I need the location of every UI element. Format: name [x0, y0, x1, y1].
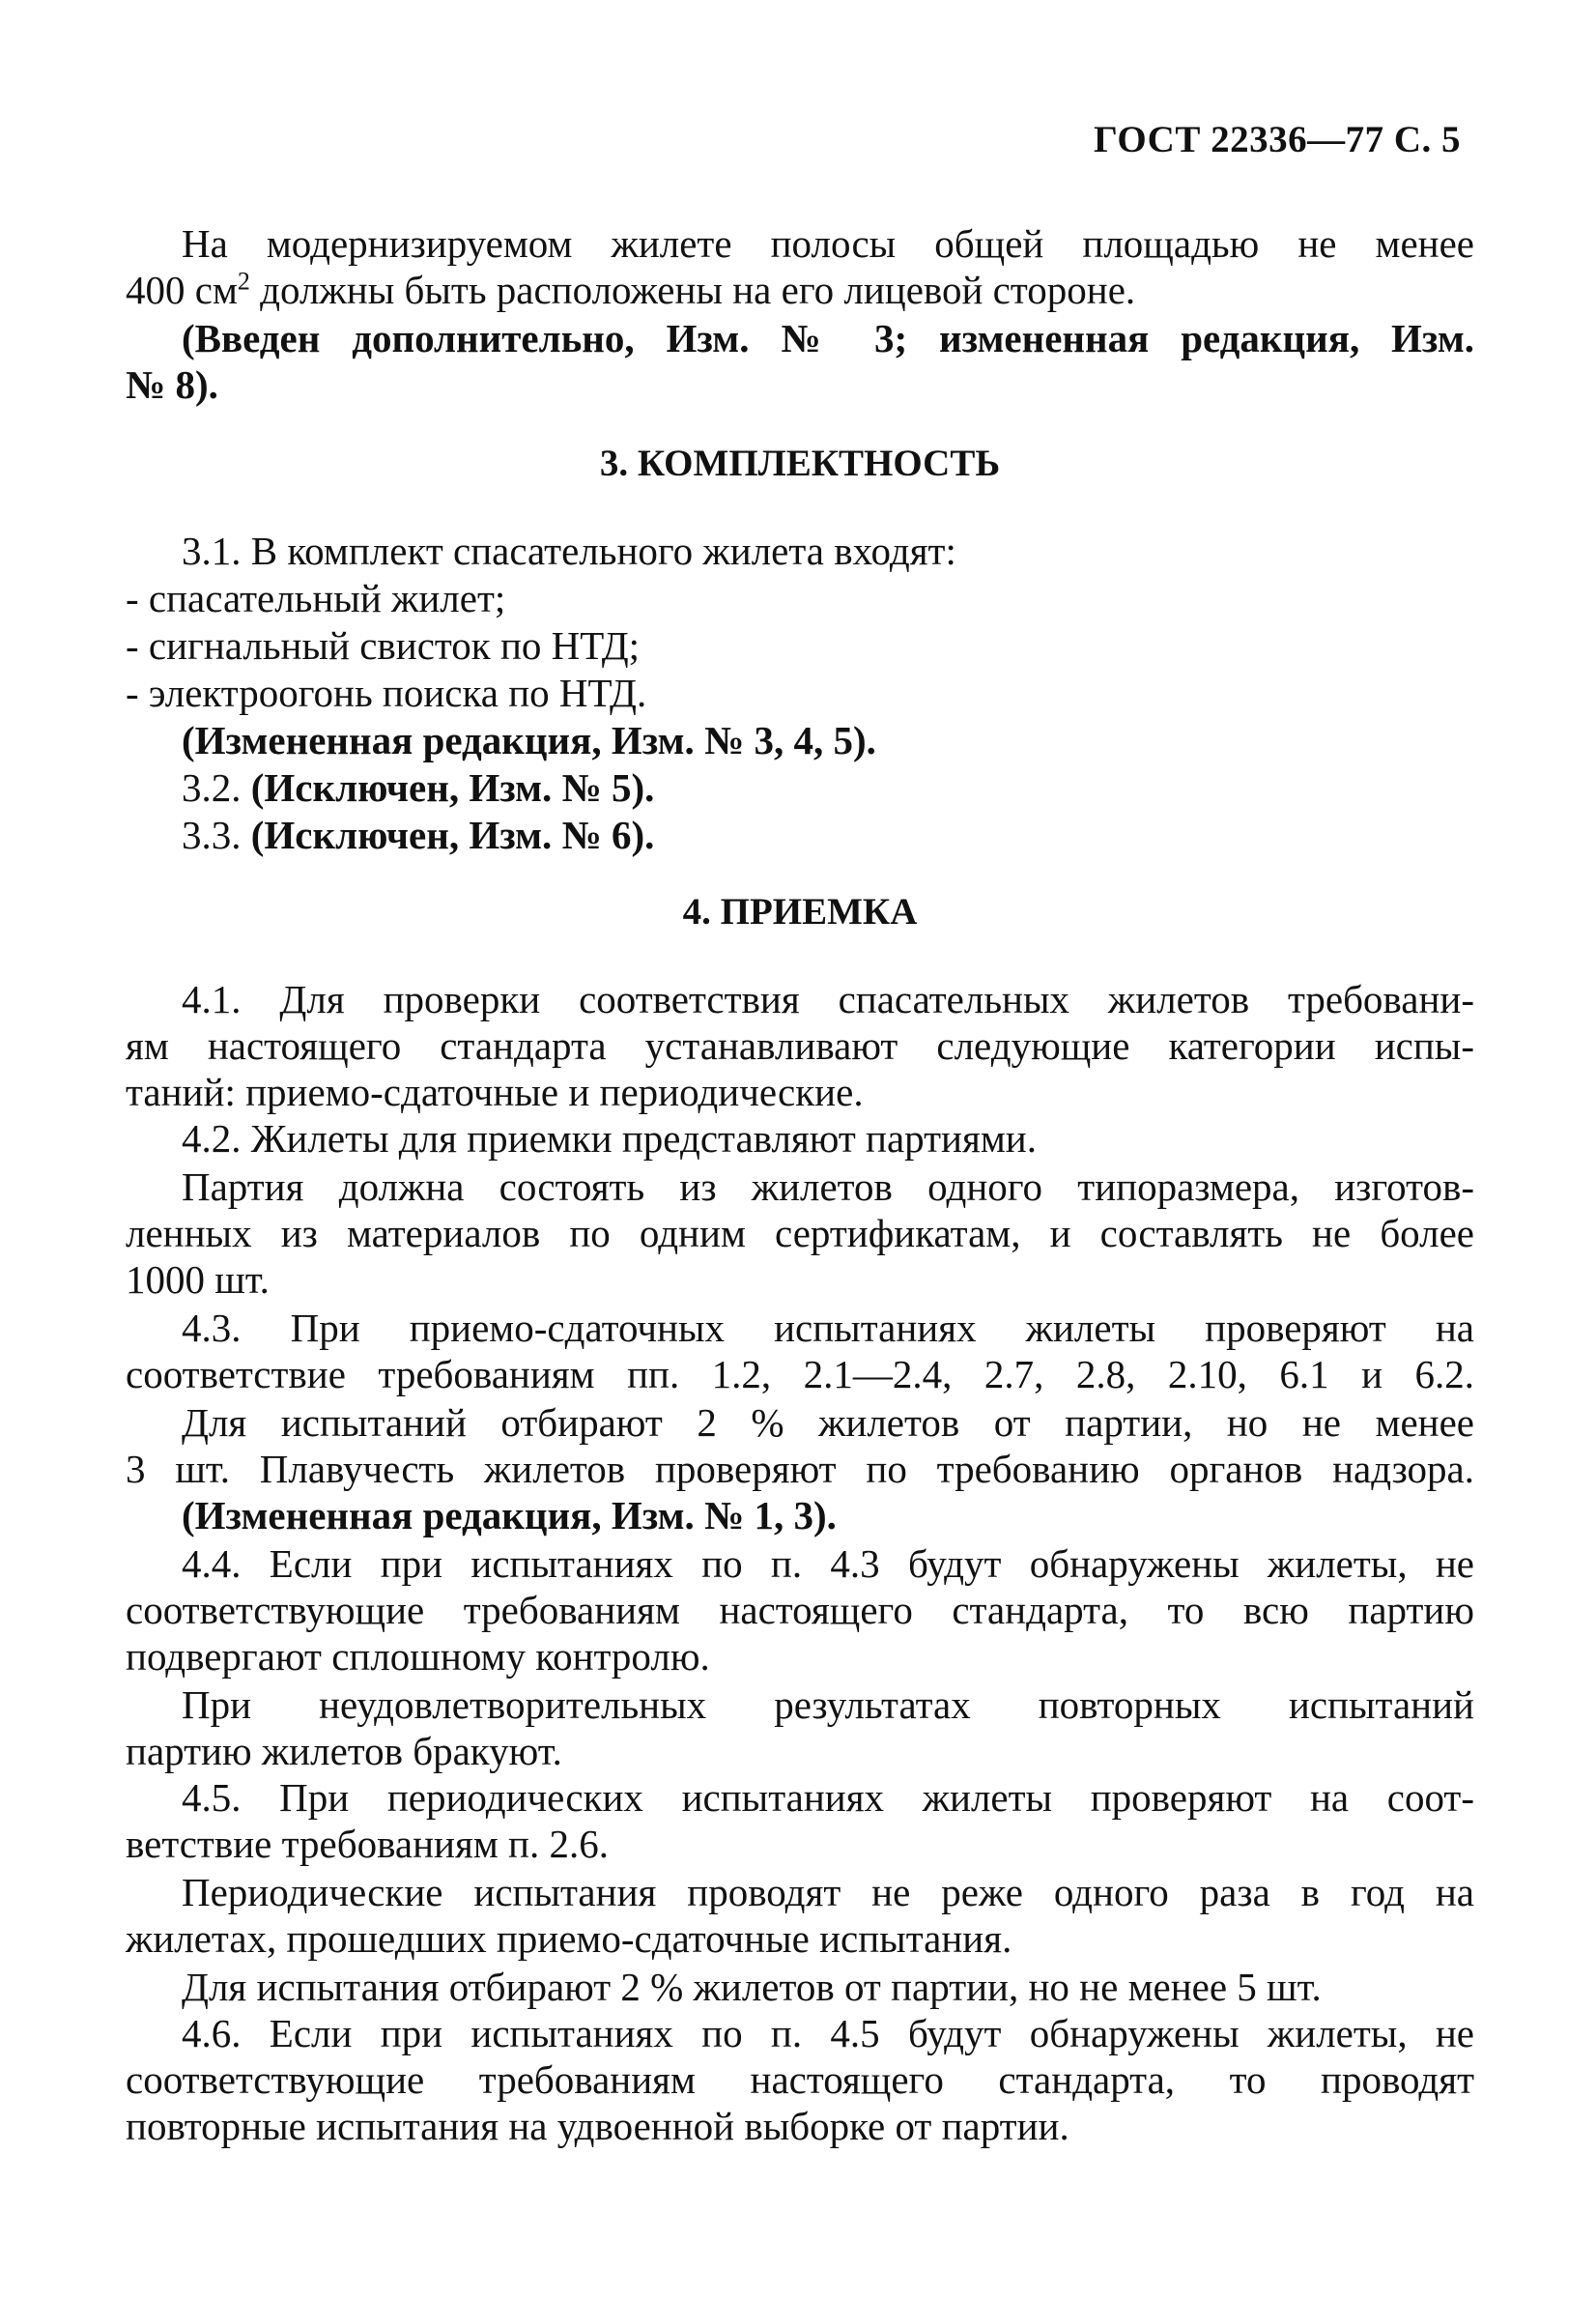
amendment-note: (Исключен, Изм. № 5).	[250, 765, 655, 810]
amendment-note: (Измененная редакция, Изм. № 1, 3).	[182, 1493, 837, 1537]
text-fragment: 400 см	[126, 268, 238, 312]
paragraph-line: соответствующие требованиям настоящего стандарта, то проводят	[126, 2057, 1474, 2102]
superscript: 2	[237, 267, 250, 296]
paragraph-line: партию жилетов бракуют.	[126, 1729, 562, 1773]
section-heading: 4. ПРИЕМКА	[682, 891, 918, 933]
section-heading: 3. КОМПЛЕКТНОСТЬ	[599, 443, 1001, 484]
paragraph-line: соответствие требованиям пп. 1.2, 2.1—2.4, 2.7, 2.8, 2.10, 6.1 и 6.2.	[126, 1352, 1474, 1396]
list-item: - сигнальный свисток по НТД;	[126, 623, 641, 668]
paragraph-line: 4.1. Для проверки соответствия спасательных жилетов требовани-	[182, 977, 1474, 1021]
paragraph-line: ям настоящего стандарта устанавливают следующие категории испы-	[126, 1023, 1474, 1068]
amendment-note: (Исключен, Изм. № 6).	[250, 813, 655, 857]
list-item: - спасательный жилет;	[126, 576, 506, 620]
amendment-note: № 8).	[126, 362, 218, 407]
paragraph-line: Партия должна состоять из жилетов одного типоразмера, изготов-	[182, 1164, 1474, 1209]
clause-excluded	[126, 812, 1530, 858]
paragraph-line: ленных из материалов по одним сертификатам, и составлять не более	[126, 1211, 1474, 1255]
paragraph-line: 3 шт. Плавучесть жилетов проверяют по требованию органов надзора.	[126, 1447, 1474, 1491]
paragraph-line: жилетах, прошедших приемо-сдаточные испытания.	[126, 1916, 1012, 1961]
list-item: - электроогонь поиска по НТД.	[126, 671, 647, 715]
list-intro: 3.1. В комплект спасательного жилета входят:	[182, 529, 956, 573]
paragraph-line: На модернизируемом жилете полосы общей площадью не менее	[182, 221, 1474, 266]
clause-number: 3.3.	[182, 813, 242, 857]
clause-number: 3.2.	[182, 765, 242, 810]
amendment-note: (Введен дополнительно, Изм. № 3; измененная редакция, Изм.	[182, 316, 1474, 360]
paragraph-line: подвергают сплошному контролю.	[126, 1634, 710, 1679]
paragraph-line: ветствие требованиям п. 2.6.	[126, 1822, 609, 1866]
page-header: ГОСТ 22336—77 С. 5	[1094, 119, 1461, 160]
paragraph-line: Периодические испытания проводят не реже одного раза в год на	[182, 1870, 1474, 1914]
clause-excluded	[126, 764, 1530, 811]
paragraph-line: 4.5. При периодических испытаниях жилеты проверяют на соот-	[182, 1775, 1474, 1820]
paragraph-line: 4.2. Жилеты для приемки представляют партиями.	[182, 1116, 1037, 1161]
paragraph-line: 4.3. При приемо-сдаточных испытаниях жилеты проверяют на	[182, 1306, 1474, 1350]
paragraph-line: При неудовлетворительных результатах повторных испытаний	[182, 1682, 1474, 1727]
paragraph-line: Для испытаний отбирают 2 % жилетов от партии, но не менее	[182, 1400, 1474, 1445]
paragraph-line: таний: приемо-сдаточные и периодические.	[126, 1070, 864, 1114]
paragraph-line: 1000 шт.	[126, 1257, 270, 1302]
paragraph-line: 4.4. Если при испытаниях по п. 4.3 будут обнаружены жилеты, не	[182, 1541, 1474, 1586]
paragraph-line: 4.6. Если при испытаниях по п. 4.5 будут обнаружены жилеты, не	[182, 2011, 1474, 2055]
paragraph-line: повторные испытания на удвоенной выборке от партии.	[126, 2104, 1069, 2148]
paragraph-line: соответствующие требованиям настоящего стандарта, то всю партию	[126, 1588, 1474, 1632]
text-fragment: должны быть расположены на его лицевой стороне.	[249, 268, 1136, 312]
paragraph-line: Для испытания отбирают 2 % жилетов от партии, но не менее 5 шт.	[182, 1965, 1322, 2009]
paragraph-line	[126, 267, 1474, 313]
amendment-note: (Измененная редакция, Изм. № 3, 4, 5).	[182, 718, 876, 762]
